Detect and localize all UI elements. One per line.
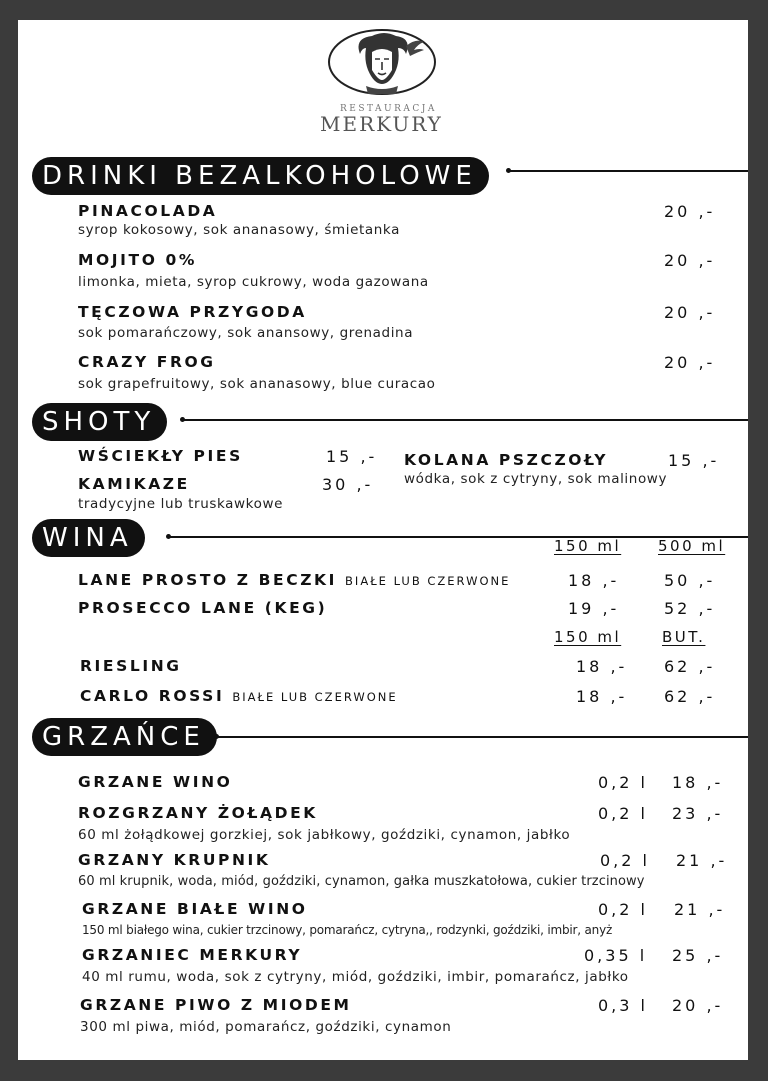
wine-price-150: 18 ,- <box>576 657 628 676</box>
brand-name: MERKURY <box>320 112 443 136</box>
wine-name: RIESLING <box>80 657 182 675</box>
shot-desc: wódka, sok z cytryny, sok malinowy <box>404 471 668 487</box>
mulled-desc: 60 ml żołądkowej gorzkiej, sok jabłkowy, goździki, cynamon, jabłko <box>78 827 571 843</box>
wina-col-header: 500 ml <box>658 537 726 555</box>
shot-name: KAMIKAZE <box>78 475 190 493</box>
wine-name <box>78 571 510 589</box>
drink-price: 20 ,- <box>664 251 716 270</box>
wine-price-but: 62 ,- <box>664 687 716 706</box>
mulled-price: 25 ,- <box>672 946 724 965</box>
shot-name: WŚCIEKŁY PIES <box>78 447 243 465</box>
drink-name: MOJITO 0% <box>78 251 197 269</box>
mulled-name: GRZANY KRUPNIK <box>78 851 271 869</box>
section-rule <box>508 170 748 172</box>
wine-note: BIAŁE LUB CZERWONE <box>345 574 511 588</box>
wine-price-150: 19 ,- <box>568 599 620 618</box>
wine-name-text: CARLO ROSSI <box>80 687 225 705</box>
drink-name: TĘCZOWA PRZYGODA <box>78 303 307 321</box>
brand-small: RESTAURACJA <box>340 104 437 114</box>
mulled-name: GRZANIEC MERKURY <box>82 946 303 964</box>
drink-desc: sok pomarańczowy, sok anansowy, grenadina <box>78 325 414 341</box>
wine-name <box>80 687 398 705</box>
mulled-name: GRZANE BIAŁE WINO <box>82 900 308 918</box>
section-title-shoty: SHOTY <box>32 403 167 441</box>
section-title-wina: WINA <box>32 519 145 557</box>
mulled-volume: 0,2 l <box>598 773 648 792</box>
mulled-volume: 0,2 l <box>600 851 650 870</box>
section-rule <box>182 419 748 421</box>
shot-desc: tradycyjne lub truskawkowe <box>78 496 284 512</box>
wina-col-header: 150 ml <box>554 537 622 555</box>
logo <box>326 26 438 96</box>
wina-col-header: 150 ml <box>554 628 622 646</box>
mulled-desc: 150 ml białego wina, cukier trzcinowy, pomarańcz, cytryna,, rodzynki, goździki, imbir, anyż <box>82 923 613 937</box>
wine-price-500: 52 ,- <box>664 599 716 618</box>
wine-name: PROSECCO LANE (KEG) <box>78 599 328 617</box>
drink-name: PINACOLADA <box>78 202 218 220</box>
drink-desc: sok grapefruitowy, sok ananasowy, blue curacao <box>78 376 436 392</box>
mulled-price: 20 ,- <box>672 996 724 1015</box>
wine-price-150: 18 ,- <box>576 687 628 706</box>
shot-price: 15 ,- <box>668 451 720 470</box>
wine-price-but: 62 ,- <box>664 657 716 676</box>
mulled-price: 21 ,- <box>674 900 726 919</box>
wina-col-header: BUT. <box>662 628 706 646</box>
mulled-name: ROZGRZANY ŻOŁĄDEK <box>78 804 318 822</box>
mulled-price: 21 ,- <box>676 851 728 870</box>
section-title-drinki: DRINKI BEZALKOHOLOWE <box>32 157 489 195</box>
mulled-price: 18 ,- <box>672 773 724 792</box>
menu-sheet <box>18 20 748 1060</box>
section-title-grzance: GRZAŃCE <box>32 718 217 756</box>
wine-price-500: 50 ,- <box>664 571 716 590</box>
wine-name-text: LANE PROSTO Z BECZKI <box>78 571 338 589</box>
shot-price: 15 ,- <box>326 447 378 466</box>
drink-price: 20 ,- <box>664 202 716 221</box>
drink-price: 20 ,- <box>664 303 716 322</box>
mulled-volume: 0,2 l <box>598 804 648 823</box>
mercury-head-icon <box>326 26 438 96</box>
shot-name: KOLANA PSZCZOŁY <box>404 451 609 469</box>
section-rule <box>216 736 748 738</box>
drink-desc: limonka, mieta, syrop cukrowy, woda gazowana <box>78 274 429 290</box>
drink-name: CRAZY FROG <box>78 353 216 371</box>
mulled-name: GRZANE PIWO Z MIODEM <box>80 996 352 1014</box>
mulled-price: 23 ,- <box>672 804 724 823</box>
mulled-volume: 0,35 l <box>584 946 648 965</box>
drink-price: 20 ,- <box>664 353 716 372</box>
mulled-desc: 60 ml krupnik, woda, miód, goździki, cynamon, gałka muszkatołowa, cukier trzcinowy <box>78 874 645 889</box>
wine-note: BIAŁE LUB CZERWONE <box>232 690 398 704</box>
mulled-name: GRZANE WINO <box>78 773 233 791</box>
wine-price-150: 18 ,- <box>568 571 620 590</box>
mulled-desc: 300 ml piwa, miód, pomarańcz, goździki, cynamon <box>80 1019 452 1035</box>
shot-price: 30 ,- <box>322 475 374 494</box>
drink-desc: syrop kokosowy, sok ananasowy, śmietanka <box>78 222 400 238</box>
mulled-volume: 0,2 l <box>598 900 648 919</box>
mulled-volume: 0,3 l <box>598 996 648 1015</box>
mulled-desc: 40 ml rumu, woda, sok z cytryny, miód, goździki, imbir, pomarańcz, jabłko <box>82 969 629 985</box>
